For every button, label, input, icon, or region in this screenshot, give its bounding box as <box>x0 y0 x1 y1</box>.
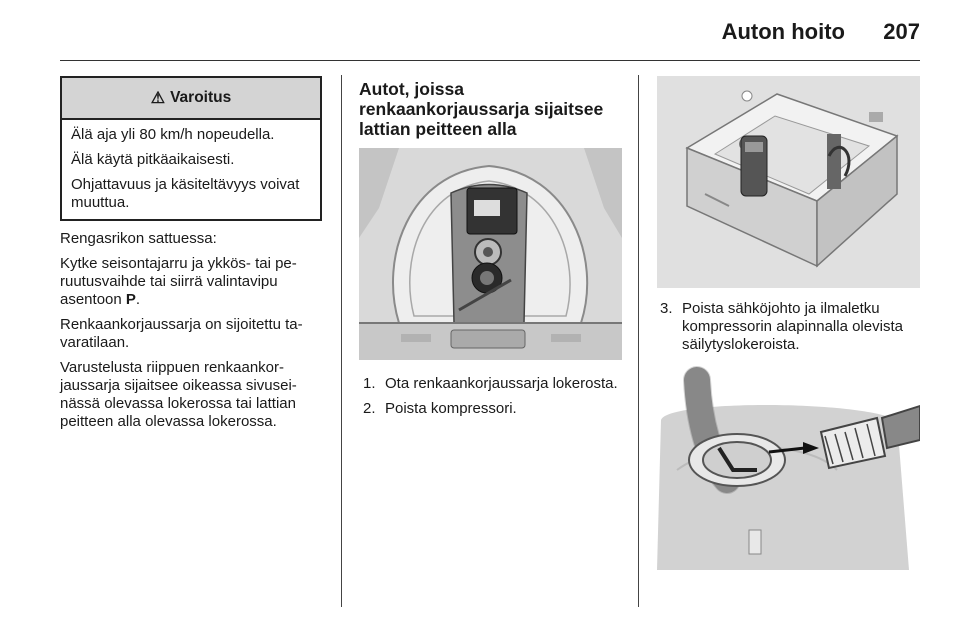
column-divider-1 <box>341 75 342 607</box>
step-item: 3. Poista sähköjohto ja ilmaletku kompressorin alapinnalla olevista säilytyslokeroista. <box>660 300 903 353</box>
warning-line: Ohjattavuus ja käsiteltävyys voivat muuttua. <box>71 176 300 211</box>
header-rule <box>60 60 920 61</box>
warning-triangle-icon: ⚠ <box>150 90 166 107</box>
figure-compressor-underside <box>657 76 920 288</box>
paragraph-kit-location: Renkaankorjaussarja on sijoitettu tavaratilaan. <box>60 316 303 351</box>
gear-position-p: P <box>125 291 136 308</box>
page-header <box>0 0 960 62</box>
column1-text <box>60 230 325 438</box>
header-title: Auton hoito <box>721 19 845 44</box>
paragraph-equipment: Varustelusta riippuen renkaankorjaussarja sijaitsee oikeassa sivuseinässä olevassa lokerossa tai lattian peitteen alla olevassa lokerossa. <box>60 359 297 430</box>
warning-title: Varoitus <box>170 89 232 106</box>
warning-line: Älä käytä pitkäaikaisesti. <box>71 151 235 168</box>
warning-box <box>60 76 322 221</box>
compressor-underside-illustration <box>657 76 920 288</box>
column-divider-2 <box>638 75 639 607</box>
figure-trunk-floor <box>359 148 622 360</box>
page-number: 207 <box>883 19 920 44</box>
paragraph-parking-brake: Kytke seisontajarru ja ykkös- tai peruutusvaihde tai siirrä valintavipu asentoon P. <box>60 255 297 308</box>
step-item: 2. Poista kompressori. <box>363 400 517 417</box>
figure-hose-connection <box>657 360 920 570</box>
step-item: 1. Ota renkaankorjaussarja lokerosta. <box>363 375 618 392</box>
steps-list-2 <box>657 300 927 361</box>
trunk-floor-illustration <box>359 148 622 360</box>
hose-connection-illustration <box>657 360 920 570</box>
warning-line: Älä aja yli 80 km/h nopeudella. <box>71 126 275 143</box>
steps-list-1 <box>360 375 625 425</box>
warning-body <box>62 120 320 219</box>
paragraph-flat-tyre: Rengasrikon sattuessa: <box>60 230 217 247</box>
section-heading: Autot, joissa renkaankorjaussarja sijaitsee lattian peitteen alla <box>359 79 604 139</box>
warning-header <box>62 78 320 120</box>
